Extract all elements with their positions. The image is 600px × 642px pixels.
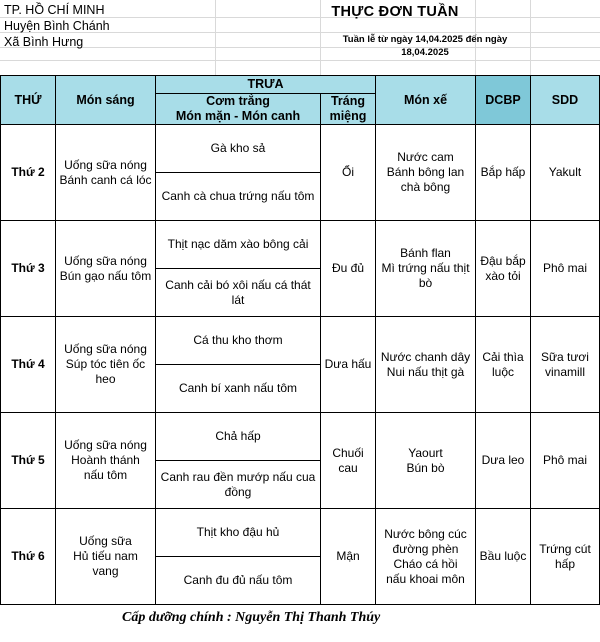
weekly-menu-table [0, 75, 600, 605]
col-afternoon-header: Món xế [376, 76, 476, 125]
day-cell: Thứ 6 [1, 509, 56, 605]
afternoon-line: Yaourt [408, 445, 443, 460]
col-dessert-header [321, 94, 376, 125]
soup-cell: Canh bí xanh nấu tôm [156, 365, 321, 413]
dcbp-cell: Cải thìa luộc [476, 317, 531, 413]
afternoon-line: Bánh bông lan [386, 165, 465, 179]
main-dish-cell: Thịt kho đậu hủ [156, 509, 321, 557]
dessert-label-1: Tráng [330, 94, 366, 108]
soup-cell: Canh đu đủ nấu tôm [156, 557, 321, 605]
table-row [1, 221, 600, 269]
breakfast-cell [56, 221, 156, 317]
afternoon-line: đường phèn [392, 541, 459, 556]
dessert-label-2: miệng [329, 109, 367, 123]
table-row [1, 509, 600, 557]
day-cell: Thứ 3 [1, 221, 56, 317]
soup-cell: Canh rau đền mướp nấu cua đồng [156, 461, 321, 509]
breakfast-line: Uống sữa nóng [64, 157, 147, 172]
afternoon-cell [376, 317, 476, 413]
dcbp-cell: Dưa leo [476, 413, 531, 509]
table-row [1, 413, 600, 461]
afternoon-line: nấu khoai môn [386, 571, 465, 586]
breakfast-cell [56, 509, 156, 605]
day-cell: Thứ 2 [1, 125, 56, 221]
week-range [325, 33, 525, 59]
afternoon-line: Nước bông cúc [384, 526, 467, 541]
afternoon-cell [376, 125, 476, 221]
grid-line [215, 0, 216, 75]
head-cook-signature: Cấp dưỡng chính : Nguyễn Thị Thanh Thúy [122, 610, 381, 625]
table-row [1, 317, 600, 365]
soup-cell: Canh cải bó xôi nấu cá thát lát [156, 269, 321, 317]
main-dish-cell: Gà kho sả [156, 125, 321, 173]
afternoon-cell [376, 221, 476, 317]
col-sdd-header: SDD [531, 76, 600, 125]
dcbp-cell: Bắp hấp [476, 125, 531, 221]
week-line-2: 18,04.2025 [401, 47, 449, 58]
afternoon-line: Bánh flan [400, 246, 451, 260]
afternoon-line: Nước chanh dây [380, 349, 471, 364]
main-dish-cell: Chả hấp [156, 413, 321, 461]
breakfast-line: Uống sữa nóng [64, 253, 147, 268]
breakfast-line: Uống sữa nóng [64, 342, 147, 356]
main-soup-label: Món mặn - Món canh [175, 109, 301, 123]
district-label: Huyện Bình Chánh [4, 19, 110, 33]
dessert-cell: Dưa hấu [321, 317, 376, 413]
breakfast-line: Uống sữa [79, 534, 132, 548]
afternoon-line: chà bông [400, 180, 451, 194]
dessert-cell: Ổi [321, 125, 376, 221]
col-breakfast-header: Món sáng [56, 76, 156, 125]
afternoon-line: bò [418, 276, 433, 290]
main-dish-cell: Thịt nạc dăm xào bông cải [156, 221, 321, 269]
breakfast-line: Hoành thánh [71, 453, 140, 467]
sdd-cell: Phô mai [531, 413, 600, 509]
dessert-cell: Chuối cau [321, 413, 376, 509]
breakfast-line: Hủ tiếu nam [73, 549, 138, 563]
breakfast-line: heo [95, 372, 116, 386]
sdd-cell: Sữa tươi vinamill [531, 317, 600, 413]
soup-cell: Canh cà chua trứng nấu tôm [156, 173, 321, 221]
col-day-header: THỨ [1, 76, 56, 125]
breakfast-line: Bún gạo nấu tôm [59, 268, 152, 283]
afternoon-line: Bún bò [406, 460, 445, 475]
menu-body [1, 125, 600, 605]
sdd-cell: Phô mai [531, 221, 600, 317]
city-label: TP. HỒ CHÍ MINH [4, 3, 105, 17]
afternoon-cell [376, 413, 476, 509]
page-title: THỰC ĐƠN TUẦN [331, 4, 459, 20]
col-lunch-header: TRƯA [156, 76, 376, 94]
main-dish-cell: Cá thu kho thơm [156, 317, 321, 365]
table-row [1, 125, 600, 173]
breakfast-line: Uống sữa nóng [64, 438, 147, 452]
day-cell: Thứ 4 [1, 317, 56, 413]
afternoon-line: Mì trứng nấu thịt [381, 261, 470, 275]
breakfast-line: nấu tôm [83, 468, 128, 482]
grid-line [0, 60, 600, 61]
breakfast-line: Bánh canh cá lóc [59, 172, 152, 187]
afternoon-line: Cháo cá hồi [393, 556, 458, 571]
breakfast-line: vang [92, 564, 119, 578]
week-line-1: Tuần lễ từ ngày 14,04.2025 đến ngày [342, 34, 508, 45]
rice-label: Cơm trắng [206, 94, 270, 108]
day-cell: Thứ 5 [1, 413, 56, 509]
school-address [4, 2, 110, 50]
commune-label: Xã Bình Hưng [4, 35, 84, 49]
dessert-cell: Đu đủ [321, 221, 376, 317]
dcbp-cell: Đậu bắp xào tỏi [476, 221, 531, 317]
col-rice-header [156, 94, 321, 125]
col-dcbp-header: DCBP [476, 76, 531, 125]
afternoon-cell [376, 509, 476, 605]
sdd-cell: Trứng cút hấp [531, 509, 600, 605]
sdd-cell: Yakult [531, 125, 600, 221]
breakfast-cell [56, 317, 156, 413]
breakfast-cell [56, 125, 156, 221]
breakfast-cell [56, 413, 156, 509]
afternoon-line: Nui nấu thịt gà [386, 364, 465, 379]
dcbp-cell: Bầu luộc [476, 509, 531, 605]
dessert-cell: Mận [321, 509, 376, 605]
afternoon-line: Nước cam [397, 150, 454, 164]
grid-line [530, 0, 531, 75]
breakfast-line: Súp tóc tiên ốc [65, 357, 146, 371]
